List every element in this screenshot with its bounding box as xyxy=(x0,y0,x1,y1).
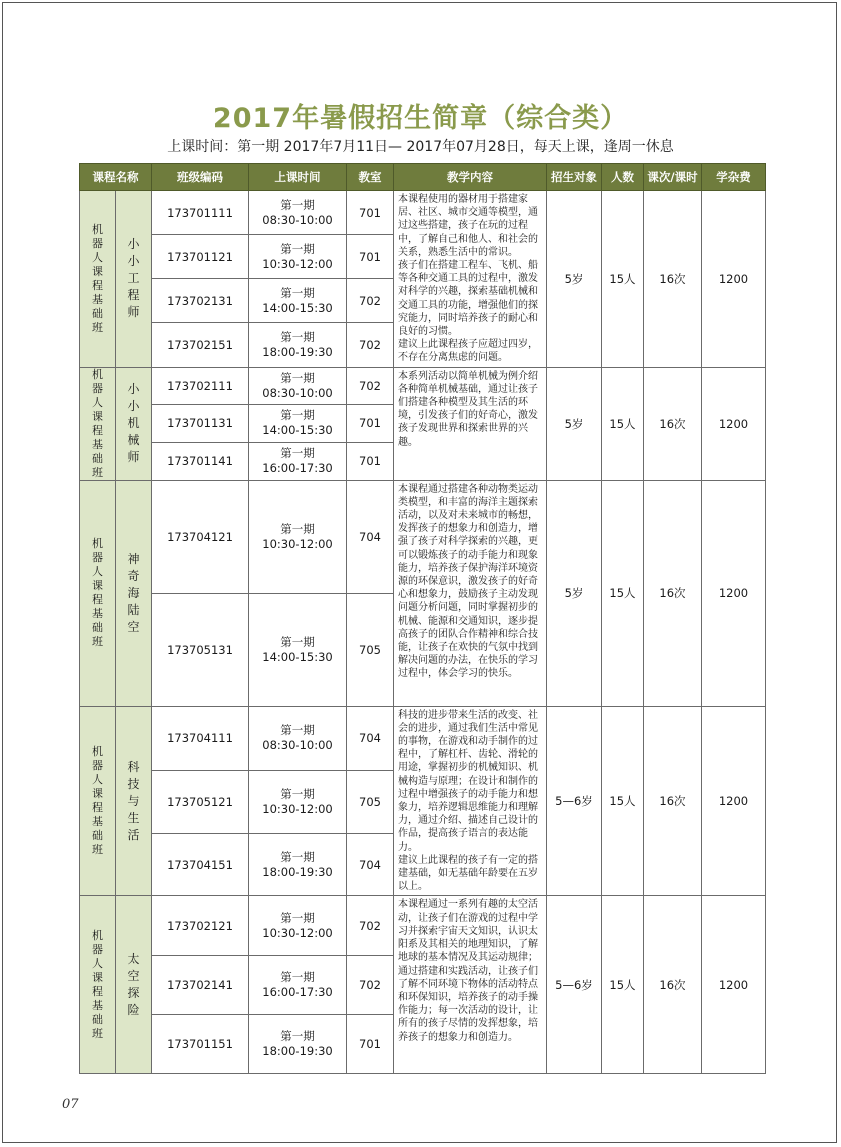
class-period: 第一期 xyxy=(280,849,315,864)
class-period: 第一期 xyxy=(280,446,315,461)
class-time: 18:00-19:30 xyxy=(262,345,333,360)
target-age: 5岁 xyxy=(547,480,602,706)
class-time-cell xyxy=(249,442,347,480)
class-period: 第一期 xyxy=(280,910,315,925)
class-time: 14:00-15:30 xyxy=(262,649,333,664)
course-content xyxy=(394,896,547,1074)
class-code: 173704121 xyxy=(152,480,249,593)
target-age: 5岁 xyxy=(547,367,602,480)
class-code: 173704151 xyxy=(152,833,249,896)
course-name-cell xyxy=(116,480,152,706)
table-row xyxy=(80,367,766,404)
class-time-cell xyxy=(249,593,347,706)
page-subtitle: 上课时间：第一期 2017年7月11日— 2017年07月28日，每天上课，逢周一休息 xyxy=(167,139,674,155)
class-code: 173704111 xyxy=(152,706,249,770)
course-content-text: 本系列活动以简单机械为例介绍各种简单机械基础，通过让孩子们搭建各种模型及其生活的环境，引发孩子们的好奇心，激发孩子发现世界和探索世界的兴趣。 xyxy=(398,370,538,448)
classroom: 705 xyxy=(347,770,394,833)
class-code: 173701111 xyxy=(152,191,249,235)
classroom: 702 xyxy=(347,956,394,1015)
table-header-row xyxy=(80,164,766,191)
tuition-fee: 1200 xyxy=(702,367,766,480)
course-name: 科技与生活 xyxy=(127,759,140,842)
course-content xyxy=(394,191,547,368)
course-name: 小小机械师 xyxy=(127,382,140,465)
class-time-cell xyxy=(249,279,347,323)
class-code: 173705131 xyxy=(152,593,249,706)
category-cell xyxy=(80,896,116,1074)
class-time: 14:00-15:30 xyxy=(262,300,333,315)
table-row xyxy=(80,191,766,235)
class-period: 第一期 xyxy=(280,285,315,300)
classroom: 704 xyxy=(347,706,394,770)
session-count: 16次 xyxy=(644,367,702,480)
classroom: 702 xyxy=(347,896,394,956)
course-name-cell xyxy=(116,896,152,1074)
class-period: 第一期 xyxy=(280,1029,315,1044)
class-time: 10:30-12:00 xyxy=(262,256,333,271)
class-period: 第一期 xyxy=(280,197,315,212)
class-size: 15人 xyxy=(602,367,644,480)
category-label: 机器人课程基础班 xyxy=(92,222,103,334)
course-content-text: 本课程使用的器材用于搭建家居、社区、城市交通等模型，通过这些搭建，孩子在玩的过程中，了解自己和他人、和社会的关系，熟悉生活中的常识。 孩子们在搭建工程车、飞机、船等各种交通工具的过程中，激发对科学的兴趣，探索基础机械和交通工具的功能，增强他们的探究能力，同时培养孩子的耐心和良好的习惯。 建议上此课程孩子应超过四岁，不存在分离焦虑的问题。 xyxy=(398,194,538,364)
class-time-cell xyxy=(249,956,347,1015)
course-content-text: 科技的进步带来生活的改变、社会的进步，通过我们生活中常见的事物，在游戏和动手制作的过程中，了解杠杆、齿轮、滑轮的用途，掌握初步的机械知识、机械构造与原理；在设计和制作的过程中增强孩子的动手能力和想象力，培养逻辑思维能力和理解力，通过介绍、描述自己设计的作品，提高孩子语言的表达能力。 建议上此课程的孩子有一定的搭建基础，如无基础年龄要在五岁以上。 xyxy=(398,709,538,893)
class-code: 173701151 xyxy=(152,1015,249,1074)
category-label: 机器人课程基础班 xyxy=(92,745,103,857)
category-cell xyxy=(80,191,116,368)
tuition-fee: 1200 xyxy=(702,706,766,896)
classroom: 705 xyxy=(347,593,394,706)
class-time-cell xyxy=(249,833,347,896)
table-row xyxy=(80,706,766,770)
page-number: 07 xyxy=(62,1097,79,1112)
class-code: 173701131 xyxy=(152,404,249,442)
classroom: 702 xyxy=(347,279,394,323)
class-code: 173701121 xyxy=(152,235,249,279)
target-age: 5—6岁 xyxy=(547,706,602,896)
class-time: 10:30-12:00 xyxy=(262,801,333,816)
schedule-table xyxy=(79,163,766,1074)
class-period: 第一期 xyxy=(280,723,315,738)
class-time: 10:30-12:00 xyxy=(262,925,333,940)
class-code: 173702111 xyxy=(152,367,249,404)
class-time-cell xyxy=(249,480,347,593)
header-course-name: 课程名称 xyxy=(80,164,152,191)
class-period: 第一期 xyxy=(280,634,315,649)
category-label: 机器人课程基础班 xyxy=(92,367,103,479)
class-time-cell xyxy=(249,404,347,442)
class-time-cell xyxy=(249,770,347,833)
class-time-cell xyxy=(249,235,347,279)
class-time: 16:00-17:30 xyxy=(262,985,333,1000)
class-period: 第一期 xyxy=(280,786,315,801)
class-time-cell xyxy=(249,896,347,956)
class-time-cell xyxy=(249,706,347,770)
category-cell xyxy=(80,367,116,480)
course-content xyxy=(394,367,547,480)
classroom: 701 xyxy=(347,404,394,442)
classroom: 702 xyxy=(347,367,394,404)
class-code: 173702121 xyxy=(152,896,249,956)
class-time: 10:30-12:00 xyxy=(262,536,333,551)
class-size: 15人 xyxy=(602,480,644,706)
course-content xyxy=(394,480,547,706)
target-age: 5—6岁 xyxy=(547,896,602,1074)
classroom: 701 xyxy=(347,235,394,279)
category-cell xyxy=(80,706,116,896)
classroom: 701 xyxy=(347,442,394,480)
header-target-age: 招生对象 xyxy=(547,164,602,191)
header-classroom: 教室 xyxy=(347,164,394,191)
course-content-text: 本课程通过搭建各种动物类运动类模型，和丰富的海洋主题探索活动，以及对未来城市的畅想，发挥孩子的想象力和创造力，增强了孩子对科学探索的兴趣，更可以锻炼孩子的动手能力和现象能力，培养孩子保护海洋环境资源的环保意识，激发孩子的好奇心和想象力，鼓励孩子主动发现问题分析问题，同时掌握初步的机械、能源和交通知识，逐步提高孩子的团队合作精神和综合技能，让孩子在欢快的气氛中找到解决问题的办法，在快乐的学习过程中，体会学习的快乐。 xyxy=(398,483,538,680)
class-period: 第一期 xyxy=(280,370,315,385)
header-class-code: 班级编码 xyxy=(152,164,249,191)
page-title: 2017年暑假招生简章（综合类） xyxy=(212,103,629,134)
class-time-cell xyxy=(249,191,347,235)
classroom: 704 xyxy=(347,480,394,593)
tuition-fee: 1200 xyxy=(702,896,766,1074)
classroom: 704 xyxy=(347,833,394,896)
class-code: 173702131 xyxy=(152,279,249,323)
tuition-fee: 1200 xyxy=(702,480,766,706)
header-class-size: 人数 xyxy=(602,164,644,191)
course-content-text: 本课程通过一系列有趣的太空活动，让孩子们在游戏的过程中学习并探索宇宙天文知识，认识太阳系及其相关的地理知识，了解地球的基本情况及其运动规律； 通过搭建和实践活动，让孩子们了解不同环境下物体的活动特点和环保知识，培养孩子的动手操作能力；每一次活动的设计，让所有的孩子尽情的发挥想象，培养孩子的想象力和创造力。 xyxy=(398,899,538,1043)
session-count: 16次 xyxy=(644,191,702,368)
class-size: 15人 xyxy=(602,706,644,896)
session-count: 16次 xyxy=(644,896,702,1074)
class-period: 第一期 xyxy=(280,970,315,985)
course-name-cell xyxy=(116,191,152,368)
table-row xyxy=(80,896,766,956)
classroom: 701 xyxy=(347,1015,394,1074)
header-fee: 学杂费 xyxy=(702,164,766,191)
class-period: 第一期 xyxy=(280,330,315,345)
class-period: 第一期 xyxy=(280,521,315,536)
tuition-fee: 1200 xyxy=(702,191,766,368)
class-time-cell xyxy=(249,1015,347,1074)
category-label: 机器人课程基础班 xyxy=(92,928,103,1040)
class-time: 14:00-15:30 xyxy=(262,423,333,438)
course-content xyxy=(394,706,547,896)
course-name: 小小工程师 xyxy=(127,237,140,320)
class-size: 15人 xyxy=(602,191,644,368)
class-size: 15人 xyxy=(602,896,644,1074)
header-content: 教学内容 xyxy=(394,164,547,191)
class-period: 第一期 xyxy=(280,408,315,423)
course-name: 太空探险 xyxy=(127,951,140,1017)
session-count: 16次 xyxy=(644,480,702,706)
header-sessions: 课次/课时 xyxy=(644,164,702,191)
category-label: 机器人课程基础班 xyxy=(92,537,103,649)
table-row xyxy=(80,480,766,593)
classroom: 701 xyxy=(347,191,394,235)
class-code: 173702151 xyxy=(152,323,249,367)
course-name: 神奇海陆空 xyxy=(127,551,140,634)
session-count: 16次 xyxy=(644,706,702,896)
class-period: 第一期 xyxy=(280,241,315,256)
table-body xyxy=(80,191,766,1074)
header-class-time: 上课时间 xyxy=(249,164,347,191)
class-code: 173702141 xyxy=(152,956,249,1015)
category-cell xyxy=(80,480,116,706)
class-time-cell xyxy=(249,323,347,367)
class-time-cell xyxy=(249,367,347,404)
target-age: 5岁 xyxy=(547,191,602,368)
classroom: 702 xyxy=(347,323,394,367)
class-time: 16:00-17:30 xyxy=(262,461,333,476)
class-code: 173701141 xyxy=(152,442,249,480)
class-time: 08:30-10:00 xyxy=(262,738,333,753)
course-name-cell xyxy=(116,706,152,896)
class-time: 08:30-10:00 xyxy=(262,212,333,227)
class-code: 173705121 xyxy=(152,770,249,833)
class-time: 08:30-10:00 xyxy=(262,385,333,400)
class-time: 18:00-19:30 xyxy=(262,1044,333,1059)
class-time: 18:00-19:30 xyxy=(262,864,333,879)
course-name-cell xyxy=(116,367,152,480)
